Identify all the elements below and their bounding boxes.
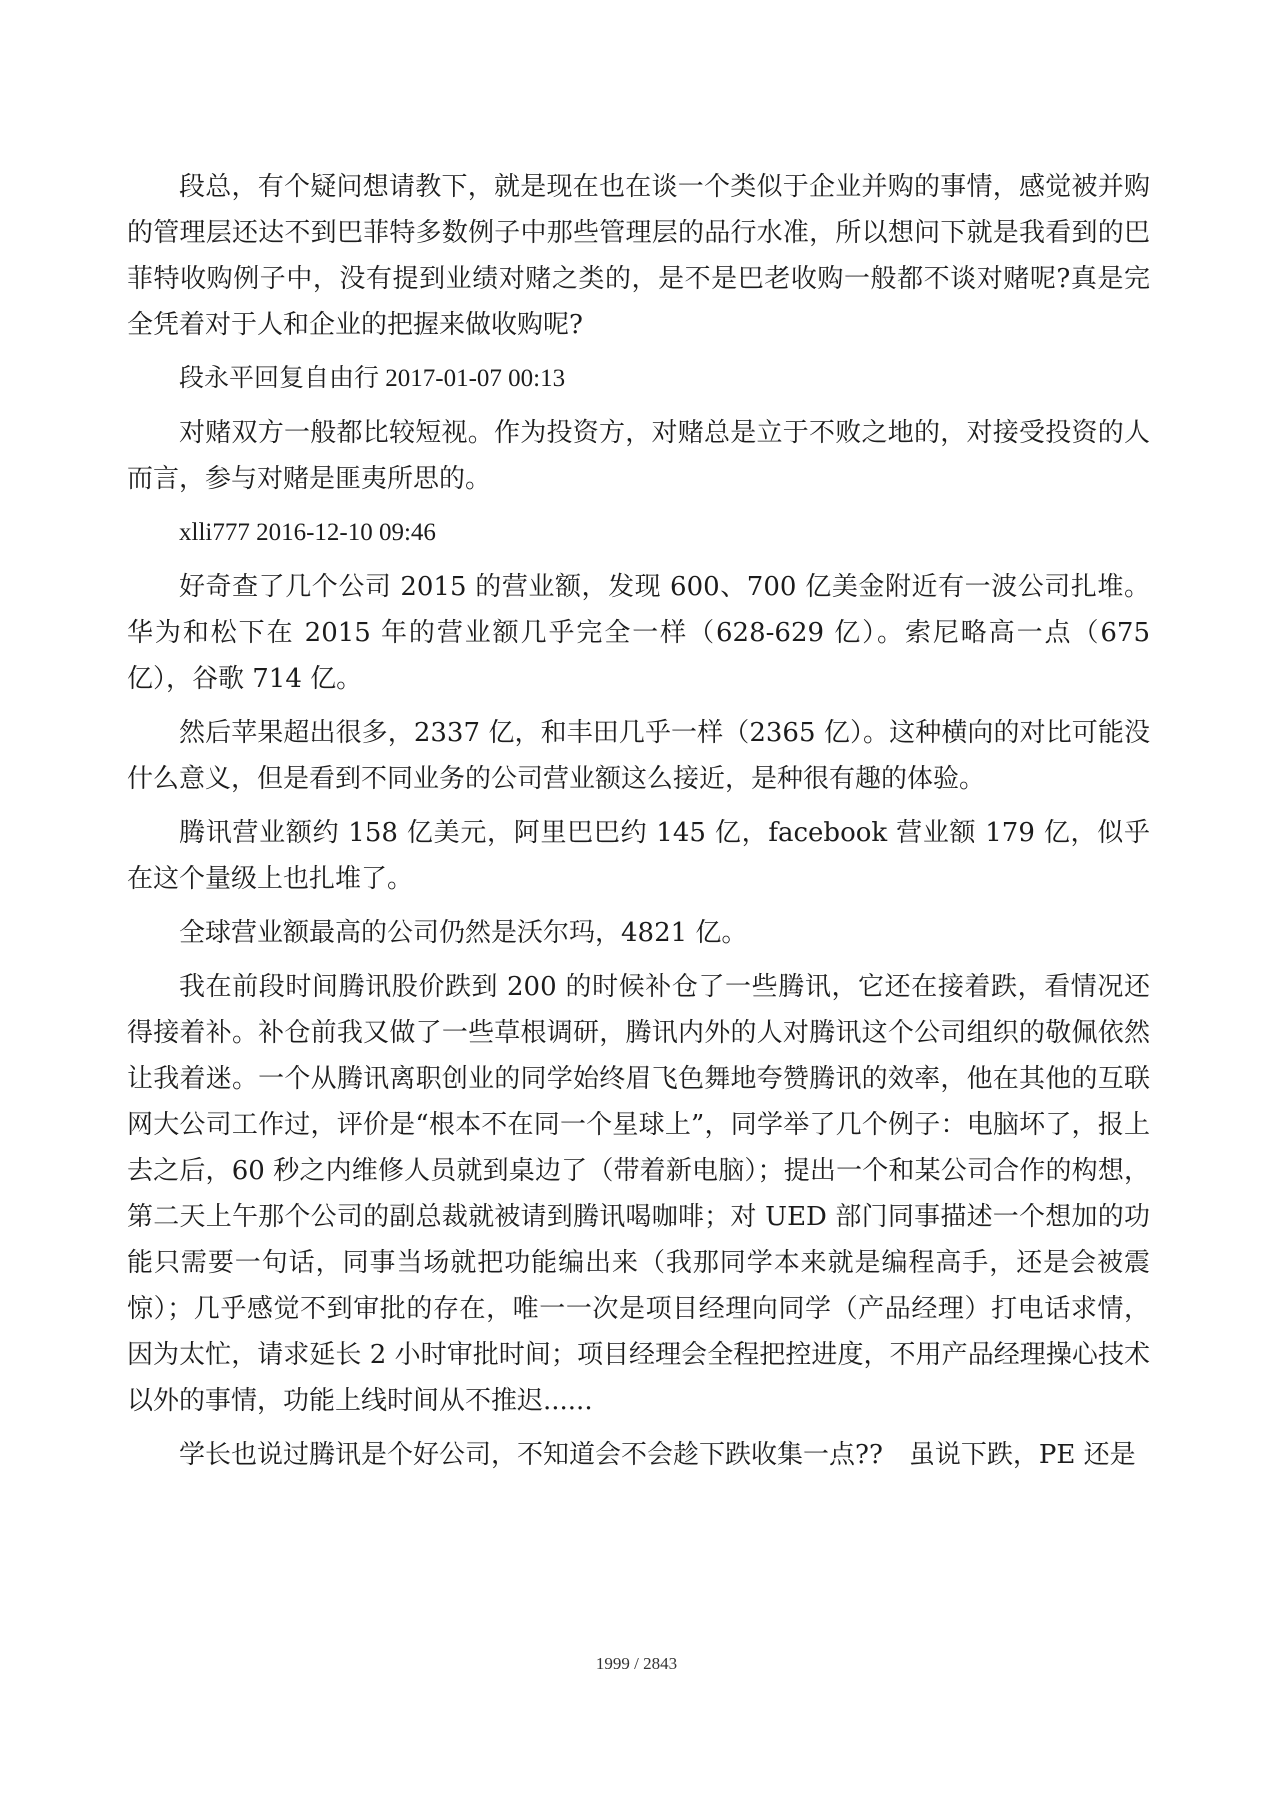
reply-header: 段永平回复自由行 2017-01-07 00:13 [179,365,566,392]
body-paragraph: 好奇查了几个公司 2015 的营业额，发现 600、700 亿美金附近有一波公司扎堆。华为和松下在 2015 年的营业额几乎完全一样（628-629 亿）。索尼略高一点（675 亿），谷歌 714 亿。 [127,572,1150,694]
document-body [127,164,1150,1486]
page-number: 1999 / 2843 [595,1654,678,1673]
body-paragraph: 我在前段时间腾讯股价跌到 200 的时候补仓了一些腾讯，它还在接着跌，看情况还得接着补。补仓前我又做了一些草根调研，腾讯内外的人对腾讯这个公司组织的敬佩依然让我着迷。一个从腾讯离职创业的同学始终眉飞色舞地夸赞腾讯的效率，他在其他的互联网大公司工作过，评价是“根本不在同一个星球上”，同学举了几个例子：电脑坏了，报上去之后，60 秒之内维修人员就到桌边了（带着新电脑）；提出一个和某公司合作的构想，第二天上午那个公司的副总裁就被请到腾讯喝咖啡；对 UED 部门同事描述一个想加的功能只需要一句话，同事当场就把功能编出来（我那同学本来就是编程高手，还是会被震惊）；几乎感觉不到审批的存在，唯一一次是项目经理向同学（产品经理）打电话求情，因为太忙，请求延长 2 小时审批时间；项目经理会全程把控进度，不用产品经理操心技术以外的事情，功能上线时间从不推迟...... [127,972,1150,1416]
body-paragraph: 全球营业额最高的公司仍然是沃尔玛，4821 亿。 [179,918,748,948]
reply-paragraph: 对赌双方一般都比较短视。作为投资方，对赌总是立于不败之地的，对接受投资的人而言，参与对赌是匪夷所思的。 [127,418,1150,494]
question-paragraph: 段总，有个疑问想请教下，就是现在也在谈一个类似于企业并购的事情，感觉被并购的管理层还达不到巴菲特多数例子中那些管理层的品行水准，所以想问下就是我看到的巴菲特收购例子中，没有提到业绩对赌之类的，是不是巴老收购一般都不谈对赌呢?真是完全凭着对于人和企业的把握来做收购呢? [127,172,1150,340]
body-paragraph: 然后苹果超出很多，2337 亿，和丰田几乎一样（2365 亿）。这种横向的对比可能没什么意义，但是看到不同业务的公司营业额这么接近，是种很有趣的体验。 [127,718,1150,794]
body-paragraph: 学长也说过腾讯是个好公司，不知道会不会趁下跌收集一点?? 虽说下跌，PE 还是 [179,1440,1136,1470]
post-header: xlli777 2016-12-10 09:46 [179,519,436,546]
body-paragraph: 腾讯营业额约 158 亿美元，阿里巴巴约 145 亿，facebook 营业额 179 亿，似乎在这个量级上也扎堆了。 [127,818,1150,894]
